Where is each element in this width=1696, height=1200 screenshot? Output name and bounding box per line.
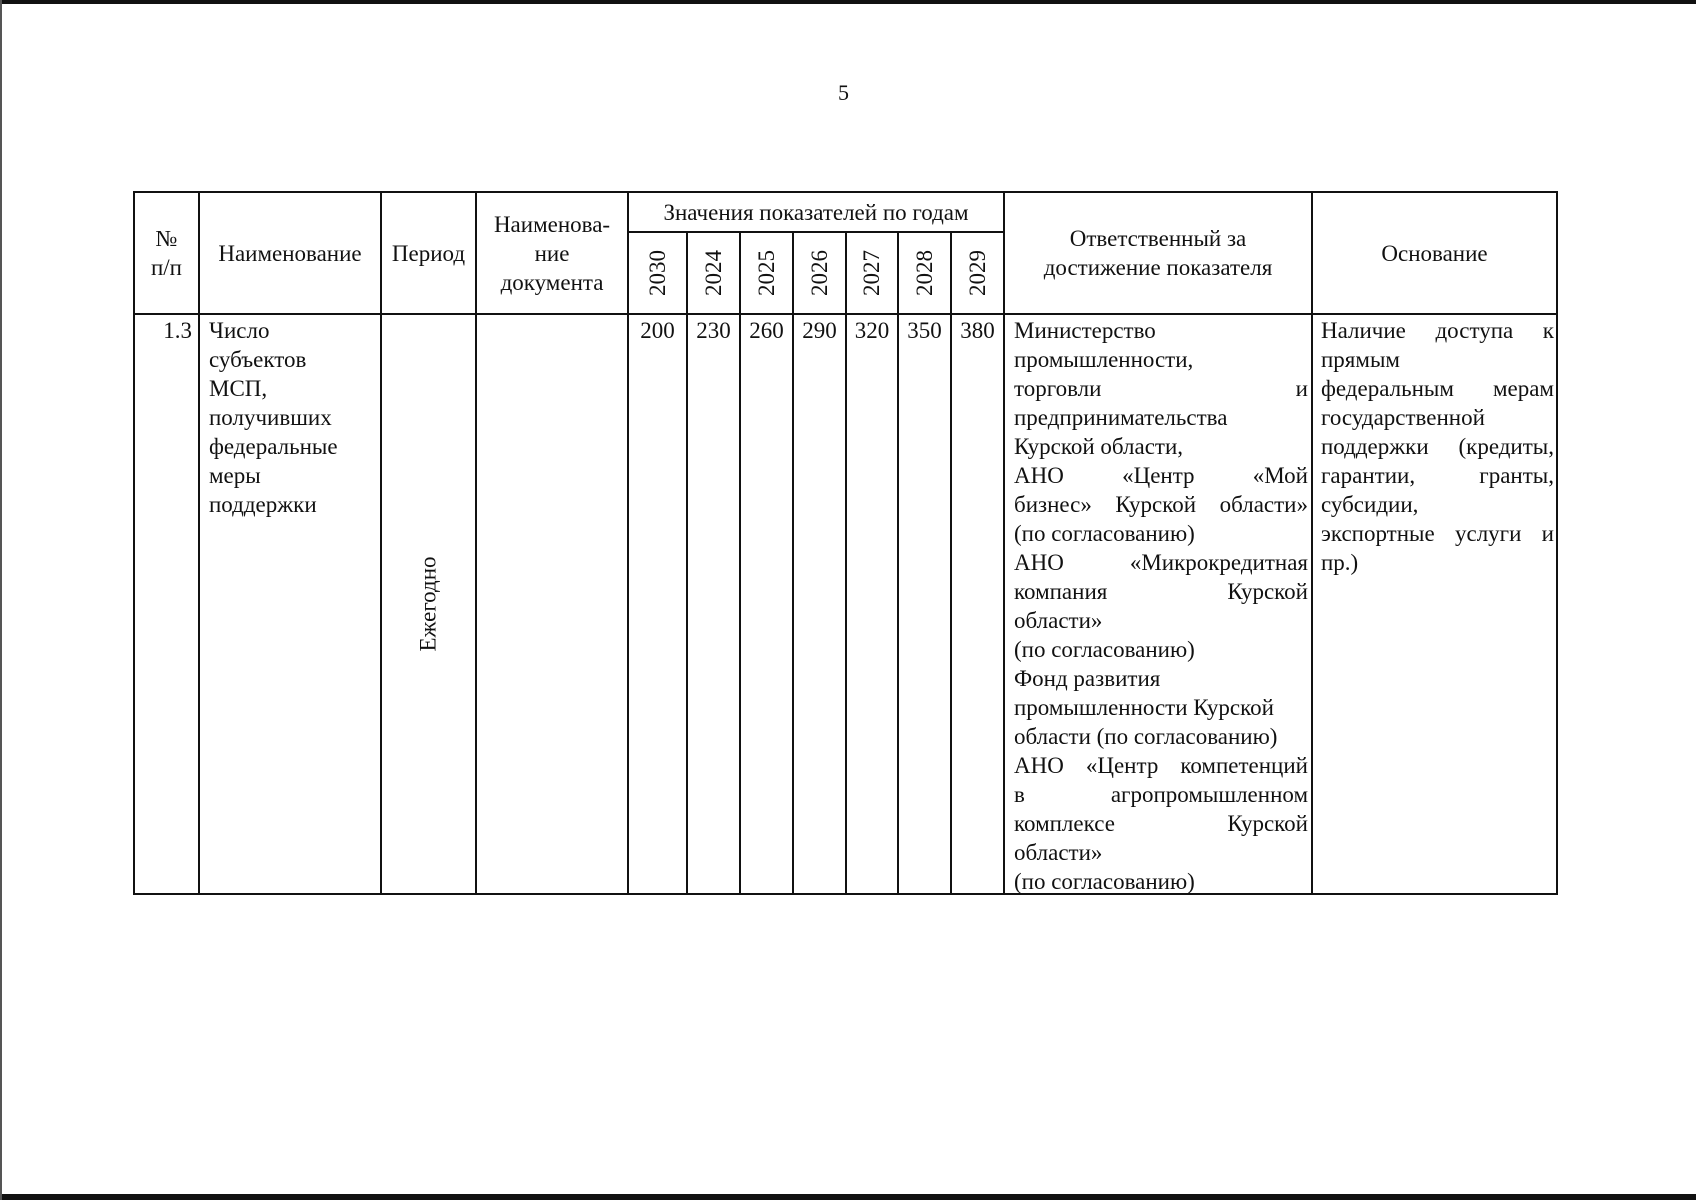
header-year-2027: 2027 bbox=[859, 250, 884, 296]
row-basis-line: экспортные услуги и bbox=[1321, 521, 1554, 546]
row-responsible-line: бизнес» Курской области» bbox=[1014, 492, 1308, 517]
header-responsible-line: Ответственный за bbox=[1069, 226, 1247, 251]
header-year-2029: 2029 bbox=[964, 250, 990, 296]
header-document-line: документа bbox=[500, 269, 604, 295]
row-value-2027: 290 bbox=[802, 318, 837, 343]
row-responsible-line: Министерство bbox=[1014, 318, 1156, 343]
header-year-2030: 2030 bbox=[644, 250, 670, 296]
row-basis-line: Наличие доступа к bbox=[1321, 318, 1554, 343]
header-name: Наименование bbox=[218, 240, 362, 266]
row-number: 1.3 bbox=[163, 318, 192, 343]
row-responsible-line: (по согласованию) bbox=[1014, 869, 1195, 894]
header-document-line: ние bbox=[534, 240, 570, 266]
col-line bbox=[1556, 191, 1558, 895]
row-responsible-line: области» bbox=[1014, 608, 1103, 633]
header-year-2025: 2025 bbox=[753, 250, 779, 296]
header-responsible bbox=[1005, 193, 1311, 313]
row-basis bbox=[1321, 316, 1554, 577]
row-value-2024: 200 bbox=[640, 318, 675, 343]
row-name-line: получивших bbox=[209, 405, 332, 430]
row-responsible-line: торговли и bbox=[1014, 376, 1308, 401]
row-basis-line: федеральным мерам bbox=[1321, 376, 1554, 401]
header-year-2024: 2024 bbox=[700, 250, 726, 296]
row-basis-line: гарантии, гранты, bbox=[1321, 463, 1554, 488]
row-name bbox=[209, 316, 377, 519]
row-basis-line: прямым bbox=[1321, 347, 1400, 372]
header-basis: Основание bbox=[1381, 240, 1488, 266]
row-name-line: субъектов bbox=[209, 347, 307, 372]
row-responsible-line: предпринимательства bbox=[1014, 405, 1228, 430]
row-value-2026: 260 bbox=[749, 318, 784, 343]
row-responsible-line: АНО «Центр «Мой bbox=[1014, 463, 1308, 488]
row-name-line: поддержки bbox=[209, 492, 317, 517]
row-responsible-line: Фонд развития bbox=[1014, 666, 1161, 691]
row-responsible-line: АНО «Микрокредитная bbox=[1014, 550, 1308, 575]
page-number: 5 bbox=[838, 80, 849, 105]
row-responsible-line: Курской области, bbox=[1014, 434, 1184, 459]
header-number-line: № bbox=[155, 226, 178, 251]
row-responsible-line: (по согласованию) bbox=[1014, 521, 1195, 546]
row-responsible-line: области (по согласованию) bbox=[1014, 724, 1278, 749]
row-responsible-line: области» bbox=[1014, 840, 1103, 865]
row-value-2030: 380 bbox=[960, 318, 995, 343]
row-period: Ежегодно bbox=[415, 556, 441, 652]
row-responsible-line: в агропромышленном bbox=[1014, 782, 1308, 807]
row-responsible-line: промышленности Курской bbox=[1014, 695, 1274, 720]
row-name-line: Число bbox=[209, 318, 270, 343]
row-responsible-line: АНО «Центр компетенций bbox=[1014, 753, 1308, 778]
row-name-line: МСП, bbox=[209, 376, 268, 401]
header-values-group: Значения показателей по годам bbox=[663, 199, 969, 225]
header-year-2028: 2028 bbox=[911, 250, 937, 296]
header-responsible-line: достижение показателя bbox=[1043, 255, 1273, 280]
header-year-2026: 2026 bbox=[806, 250, 832, 296]
header-document-line: Наименова- bbox=[493, 211, 611, 237]
row-basis-line: пр.) bbox=[1321, 550, 1359, 575]
row-name-line: федеральные bbox=[209, 434, 338, 459]
row-basis-line: поддержки (кредиты, bbox=[1321, 434, 1554, 459]
row-responsible-line: (по согласованию) bbox=[1014, 637, 1195, 662]
header-number-line: п/п bbox=[150, 255, 182, 280]
row-responsible-line: промышленности, bbox=[1014, 347, 1194, 372]
row-value-2028: 320 bbox=[854, 318, 890, 343]
row-basis-line: субсидии, bbox=[1321, 492, 1419, 517]
header-period: Период bbox=[391, 240, 466, 266]
header-document bbox=[477, 193, 627, 313]
header-number bbox=[135, 193, 198, 313]
row-value-2029: 350 bbox=[907, 318, 942, 343]
row-responsible bbox=[1014, 316, 1308, 896]
row-basis-line: государственной bbox=[1321, 405, 1485, 430]
row-name-line: меры bbox=[209, 463, 261, 488]
row-value-2025: 230 bbox=[696, 318, 731, 343]
row-responsible-line: комплексе Курской bbox=[1014, 811, 1308, 836]
row-responsible-line: компания Курской bbox=[1014, 579, 1308, 604]
